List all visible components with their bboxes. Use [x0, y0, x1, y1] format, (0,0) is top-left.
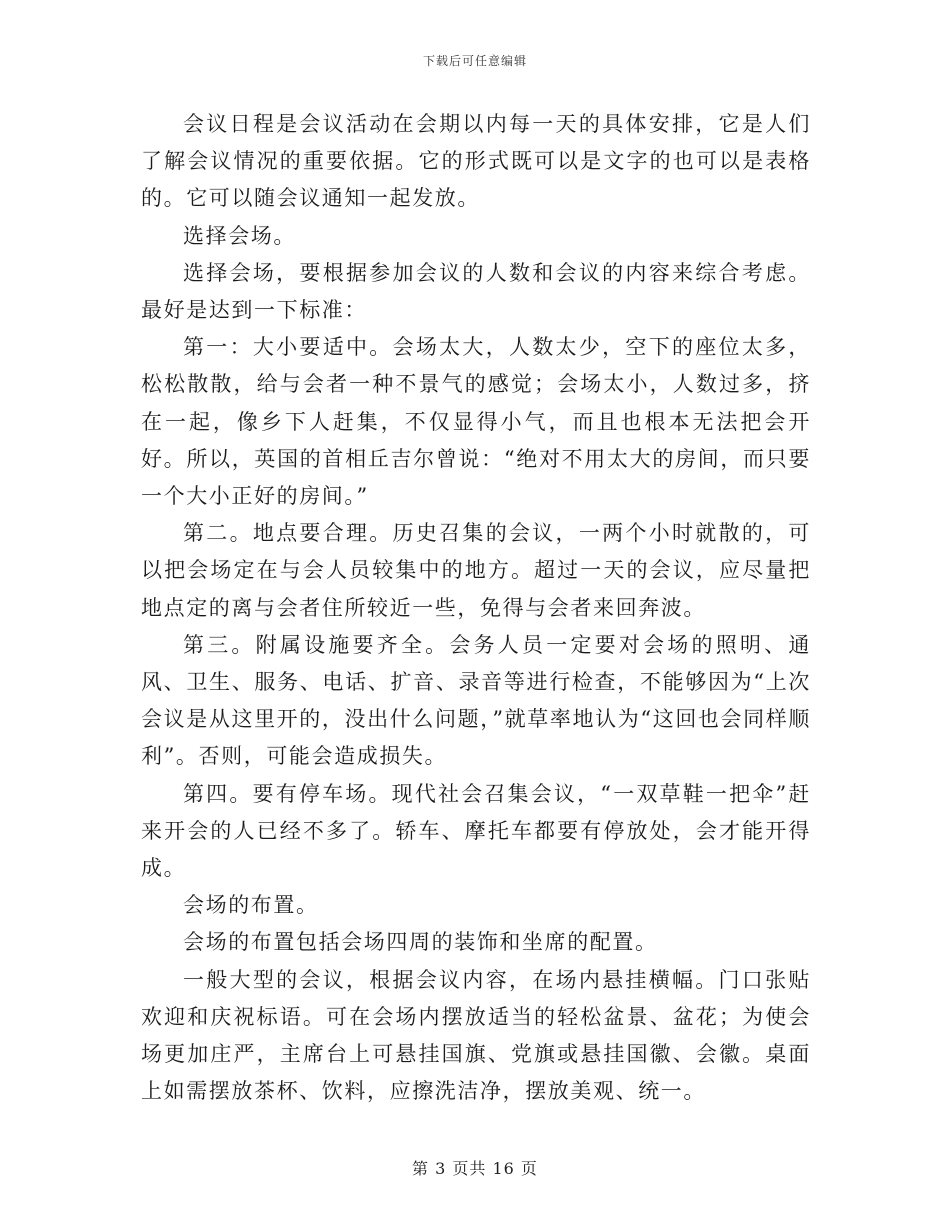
- paragraph-point-two: 第二。地点要合理。历史召集的会议，一两个小时就散的，可以把会场定在与会人员较集中的地方。超过一天的会议，应尽量把地点定的离与会者住所较近一些，免得与会者来回奔波。: [141, 521, 811, 620]
- paragraph-point-three: 第三。附属设施要齐全。会务人员一定要对会场的照明、通风、卫生、服务、电话、扩音、录音等进行检查，不能够因为“上次会议是从这里开的，没出什么问题，”就草率地认为“这回也会同样顺利”。否则，可能会造成损失。: [141, 632, 811, 769]
- page-header: 下载后可任意编辑: [422, 54, 527, 68]
- page-footer: 第 3 页共 16 页: [412, 1159, 538, 1178]
- paragraph-choose-venue: 选择会场，要根据参加会议的人数和会议的内容来综合考虑。最好是达到一下标准：: [141, 260, 811, 323]
- paragraph-point-four: 第四。要有停车场。现代社会召集会议，“一双草鞋一把伞”赶来开会的人已经不多了。轿车、摩托车都要有停放处，会才能开得成。: [141, 781, 811, 881]
- paragraph-choose-venue-heading: 选择会场。: [183, 223, 296, 248]
- paragraph-meeting-agenda: 会议日程是会议活动在会期以内每一天的具体安排，它是人们了解会议情况的重要依据。它的形式既可以是文字的也可以是表格的。它可以随会议通知一起发放。: [141, 112, 811, 211]
- paragraph-venue-layout: 会场的布置包括会场四周的装饰和坐席的配置。: [183, 930, 658, 955]
- document-body: [141, 106, 811, 1110]
- paragraph-point-one: 第一：大小要适中。会场太大，人数太少，空下的座位太多，松松散散，给与会者一种不景气的感觉；会场太小，人数过多，挤在一起，像乡下人赶集，不仅显得小气，而且也根本无法把会开好。所以，英国的首相丘吉尔曾说：“绝对不用太大的房间，而只要一个大小正好的房间。”: [141, 335, 811, 509]
- paragraph-large-meeting: 一般大型的会议，根据会议内容，在场内悬挂横幅。门口张贴欢迎和庆祝标语。可在会场内摆放适当的轻松盆景、盆花；为使会场更加庄严，主席台上可悬挂国旗、党旗或悬挂国徽、会徽。桌面上如需摆放茶杯、饮料，应擦洗洁净，摆放美观、统一。: [141, 967, 811, 1104]
- paragraph-venue-layout-heading: 会场的布置。: [183, 893, 319, 918]
